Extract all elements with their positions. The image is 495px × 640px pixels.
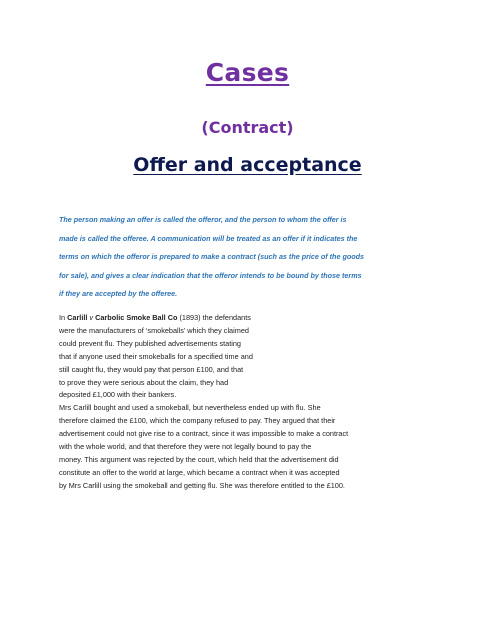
intro-line: for sale), and gives a clear indication that the offeror intends to be bound by those terms [59, 270, 362, 280]
case-line: still caught flu, they would pay that person £100, and that [59, 364, 244, 374]
intro-line: if they are accepted by the offeree. [59, 289, 178, 298]
intro-line: The person making an offer is called the offeror, and the person to whom the offer is [59, 215, 347, 224]
case-line: to prove they were serious about the claim, they had [59, 377, 229, 387]
intro-line: terms on which the offeror is prepared to make a contract (such as the price of the goods [59, 252, 365, 261]
case-first-line [59, 312, 439, 325]
case-line: could prevent flu. They published advertisements stating [59, 338, 241, 348]
case-line: therefore claimed the £100, which the company refused to pay. They argued that their [59, 416, 336, 426]
intro-line: made is called the offeree. A communication will be treated as an offer if it indicates the [59, 233, 358, 243]
case-prefix: In [59, 313, 68, 322]
page-title: Cases [205, 58, 290, 87]
page-subtitle: (Contract) [201, 118, 294, 137]
case-paragraph [59, 312, 439, 493]
topic-heading: Offer and acceptance [133, 154, 362, 176]
case-name-part2: Carbolic Smoke Ball Co [95, 313, 178, 322]
case-line: by Mrs Carlill using the smokeball and getting flu. She was therefore entitled to the £100. [59, 480, 345, 490]
case-name-part1: Carlill [67, 313, 88, 322]
case-versus: v [87, 313, 96, 322]
case-line: constitute an offer to the world at large, which became a contract when it was accepted [59, 467, 340, 477]
case-line: deposited £1,000 with their bankers. [59, 390, 177, 400]
case-line: money. This argument was rejected by the court, which held that the advertisement did [59, 454, 339, 464]
case-line: were the manufacturers of ‘smokeballs’ which they claimed [59, 325, 249, 335]
intro-paragraph [59, 211, 399, 304]
case-line: advertisement could not give rise to a contract, since it was impossible to make a contract [59, 429, 349, 439]
case-first-line-rest: (1893) the defendants [177, 313, 251, 322]
case-line: that if anyone used their smokeballs for a specified time and [59, 351, 253, 361]
case-line: Mrs Carlill bought and used a smokeball, but nevertheless ended up with flu. She [59, 403, 321, 413]
case-line: with the whole world, and that therefore they were not legally bound to pay the [59, 442, 312, 452]
